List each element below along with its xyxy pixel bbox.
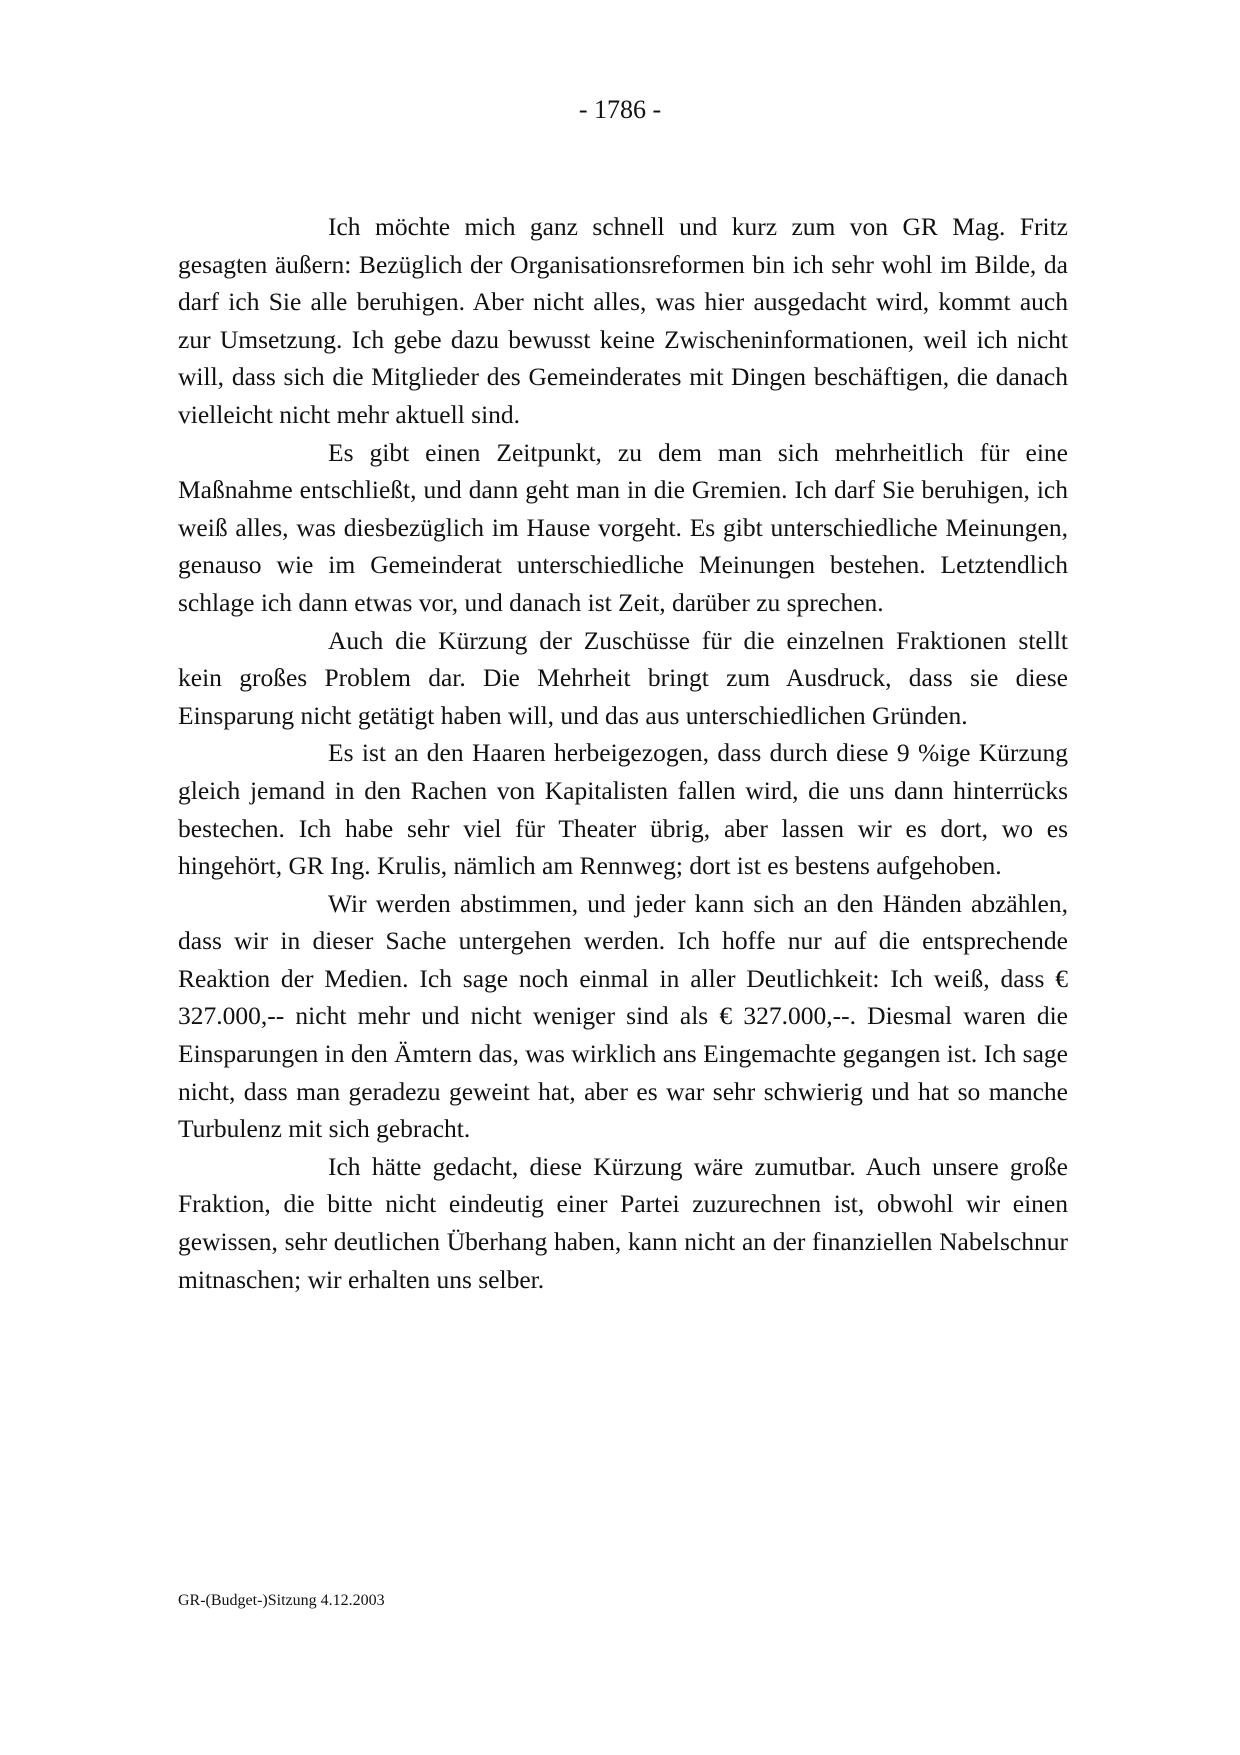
paragraph-2: Es gibt einen Zeitpunkt, zu dem man sich mehrheitlich für eine Maßnahme entschließt, und dann geht man in die Gremien. Ich darf Sie beruhigen, ich weiß alles, was diesbezüglich im Hause vorgeht. Es gibt unterschiedliche Meinungen, genauso wie im Gemeinderat unterschiedliche Meinungen bestehen. Letztendlich schlage ich dann etwas vor, und danach ist Zeit, darüber zu sprechen. bbox=[178, 437, 1068, 617]
paragraph-6: Ich hätte gedacht, diese Kürzung wäre zumutbar. Auch unsere große Fraktion, die bitte nicht eindeutig einer Partei zuzurechnen ist, obwohl wir einen gewissen, sehr deutlichen Überhang haben, kann nicht an der finanziellen Nabelschnur mitnaschen; wir erhalten uns selber. bbox=[178, 1151, 1068, 1294]
paragraph-1: Ich möchte mich ganz schnell und kurz zum von GR Mag. Fritz gesagten äußern: Bezüglich der Organisationsreformen bin ich sehr wohl im Bilde, da darf ich Sie alle beruhigen. Aber nicht alles, was hier ausgedacht wird, kommt auch zur Umsetzung. Ich gebe dazu bewusst keine Zwischeninformationen, weil ich nicht will, dass sich die Mitglieder des Gemeinderates mit Dingen beschäftigen, die danach vielleicht nicht mehr aktuell sind. bbox=[178, 212, 1068, 429]
body-text bbox=[178, 208, 1068, 1298]
session-footer: GR-(Budget-)Sitzung 4.12.2003 bbox=[178, 1592, 385, 1609]
paragraph-3: Auch die Kürzung der Zuschüsse für die einzelnen Fraktionen stellt kein großes Problem dar. Die Mehrheit bringt zum Ausdruck, dass sie diese Einsparung nicht getätigt haben will, und das aus unterschiedlichen Gründen. bbox=[178, 625, 1068, 730]
paragraph-5: Wir werden abstimmen, und jeder kann sich an den Händen abzählen, dass wir in dieser Sache untergehen werden. Ich hoffe nur auf die entsprechende Reaktion der Medien. Ich sage noch einmal in aller Deutlichkeit: Ich weiß, dass € 327.000,-- nicht mehr und nicht weniger sind als € 327.000,--. Diesmal waren die Einsparungen in den Ämtern das, was wirklich ans Eingemachte gegangen ist. Ich sage nicht, dass man geradezu geweint hat, aber es war sehr schwierig und hat so manche Turbulenz mit sich gebracht. bbox=[178, 888, 1068, 1144]
page-number: - 1786 - bbox=[578, 95, 662, 124]
paragraph-4: Es ist an den Haaren herbeigezogen, dass durch diese 9 %ige Kürzung gleich jemand in den Rachen von Kapitalisten fallen wird, die uns dann hinterrücks bestechen. Ich habe sehr viel für Theater übrig, aber lassen wir es dort, wo es hingehört, GR Ing. Krulis, nämlich am Rennweg; dort ist es bestens aufgehoben. bbox=[178, 738, 1068, 881]
